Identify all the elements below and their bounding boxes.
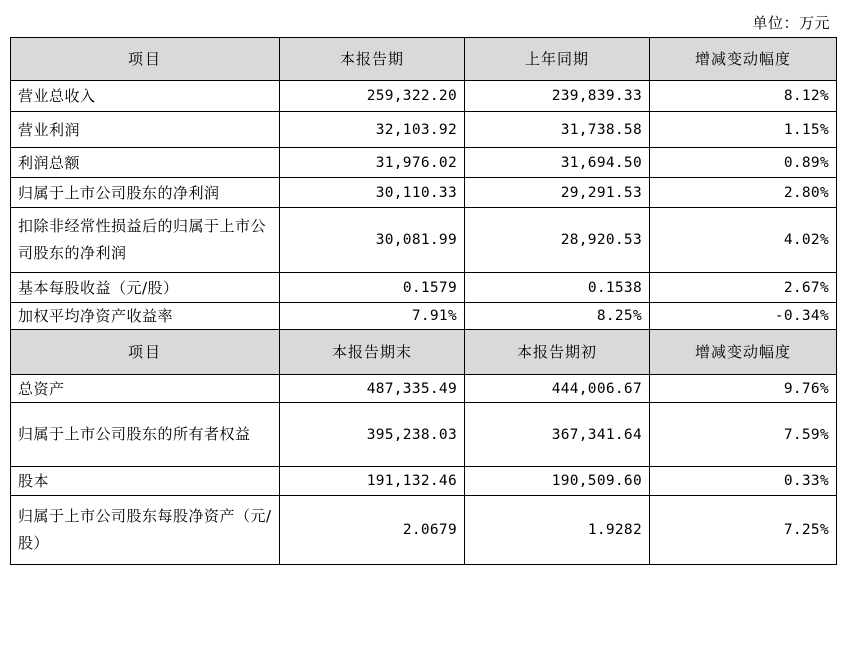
cell-change: 0.89% <box>650 148 837 178</box>
cell-change: 7.25% <box>650 496 837 565</box>
cell-prior: 29,291.53 <box>465 178 650 208</box>
table-row <box>11 178 837 208</box>
header-prior-period: 上年同期 <box>465 38 650 81</box>
table-row <box>11 273 837 303</box>
cell-current: 259,322.20 <box>280 81 465 112</box>
table-row <box>11 81 837 112</box>
row-label: 扣除非经常性损益后的归属于上市公司股东的净利润 <box>11 208 280 273</box>
table-header-row-period-end <box>11 330 837 375</box>
table-row <box>11 303 837 330</box>
header-change: 增减变动幅度 <box>650 38 837 81</box>
cell-period-end: 395,238.03 <box>280 403 465 467</box>
row-label: 利润总额 <box>11 148 280 178</box>
table-row <box>11 403 837 467</box>
cell-change: 1.15% <box>650 112 837 148</box>
cell-current: 7.91% <box>280 303 465 330</box>
cell-period-begin: 444,006.67 <box>465 375 650 403</box>
unit-label: 单位：万元 <box>752 14 830 32</box>
cell-prior: 31,738.58 <box>465 112 650 148</box>
row-label: 归属于上市公司股东的净利润 <box>11 178 280 208</box>
table-header-row <box>11 38 837 81</box>
table-row <box>11 112 837 148</box>
cell-change: 8.12% <box>650 81 837 112</box>
table-row <box>11 375 837 403</box>
cell-prior: 239,839.33 <box>465 81 650 112</box>
header-current-period: 本报告期 <box>280 38 465 81</box>
cell-period-begin: 367,341.64 <box>465 403 650 467</box>
cell-change: 7.59% <box>650 403 837 467</box>
table-row <box>11 496 837 565</box>
cell-change: 2.80% <box>650 178 837 208</box>
cell-change: 0.33% <box>650 467 837 496</box>
row-label: 营业利润 <box>11 112 280 148</box>
cell-prior: 28,920.53 <box>465 208 650 273</box>
cell-current: 30,110.33 <box>280 178 465 208</box>
cell-change: 2.67% <box>650 273 837 303</box>
row-label: 股本 <box>11 467 280 496</box>
cell-current: 32,103.92 <box>280 112 465 148</box>
cell-period-end: 487,335.49 <box>280 375 465 403</box>
cell-prior: 31,694.50 <box>465 148 650 178</box>
table-row <box>11 467 837 496</box>
cell-prior: 8.25% <box>465 303 650 330</box>
cell-current: 0.1579 <box>280 273 465 303</box>
cell-current: 30,081.99 <box>280 208 465 273</box>
cell-period-begin: 190,509.60 <box>465 467 650 496</box>
row-label: 加权平均净资产收益率 <box>11 303 280 330</box>
row-label: 营业总收入 <box>11 81 280 112</box>
header-period-begin: 本报告期初 <box>465 330 650 375</box>
cell-period-end: 2.0679 <box>280 496 465 565</box>
cell-period-begin: 1.9282 <box>465 496 650 565</box>
header-item: 项目 <box>11 330 280 375</box>
cell-period-end: 191,132.46 <box>280 467 465 496</box>
cell-current: 31,976.02 <box>280 148 465 178</box>
cell-change: 4.02% <box>650 208 837 273</box>
cell-prior: 0.1538 <box>465 273 650 303</box>
financial-summary-table <box>10 37 837 565</box>
header-period-end: 本报告期末 <box>280 330 465 375</box>
row-label: 归属于上市公司股东的所有者权益 <box>11 403 280 467</box>
cell-change: -0.34% <box>650 303 837 330</box>
row-label: 归属于上市公司股东每股净资产（元/股） <box>11 496 280 565</box>
row-label: 总资产 <box>11 375 280 403</box>
header-change: 增减变动幅度 <box>650 330 837 375</box>
table-row <box>11 148 837 178</box>
row-label: 基本每股收益（元/股） <box>11 273 280 303</box>
table-row <box>11 208 837 273</box>
header-item: 项目 <box>11 38 280 81</box>
cell-change: 9.76% <box>650 375 837 403</box>
